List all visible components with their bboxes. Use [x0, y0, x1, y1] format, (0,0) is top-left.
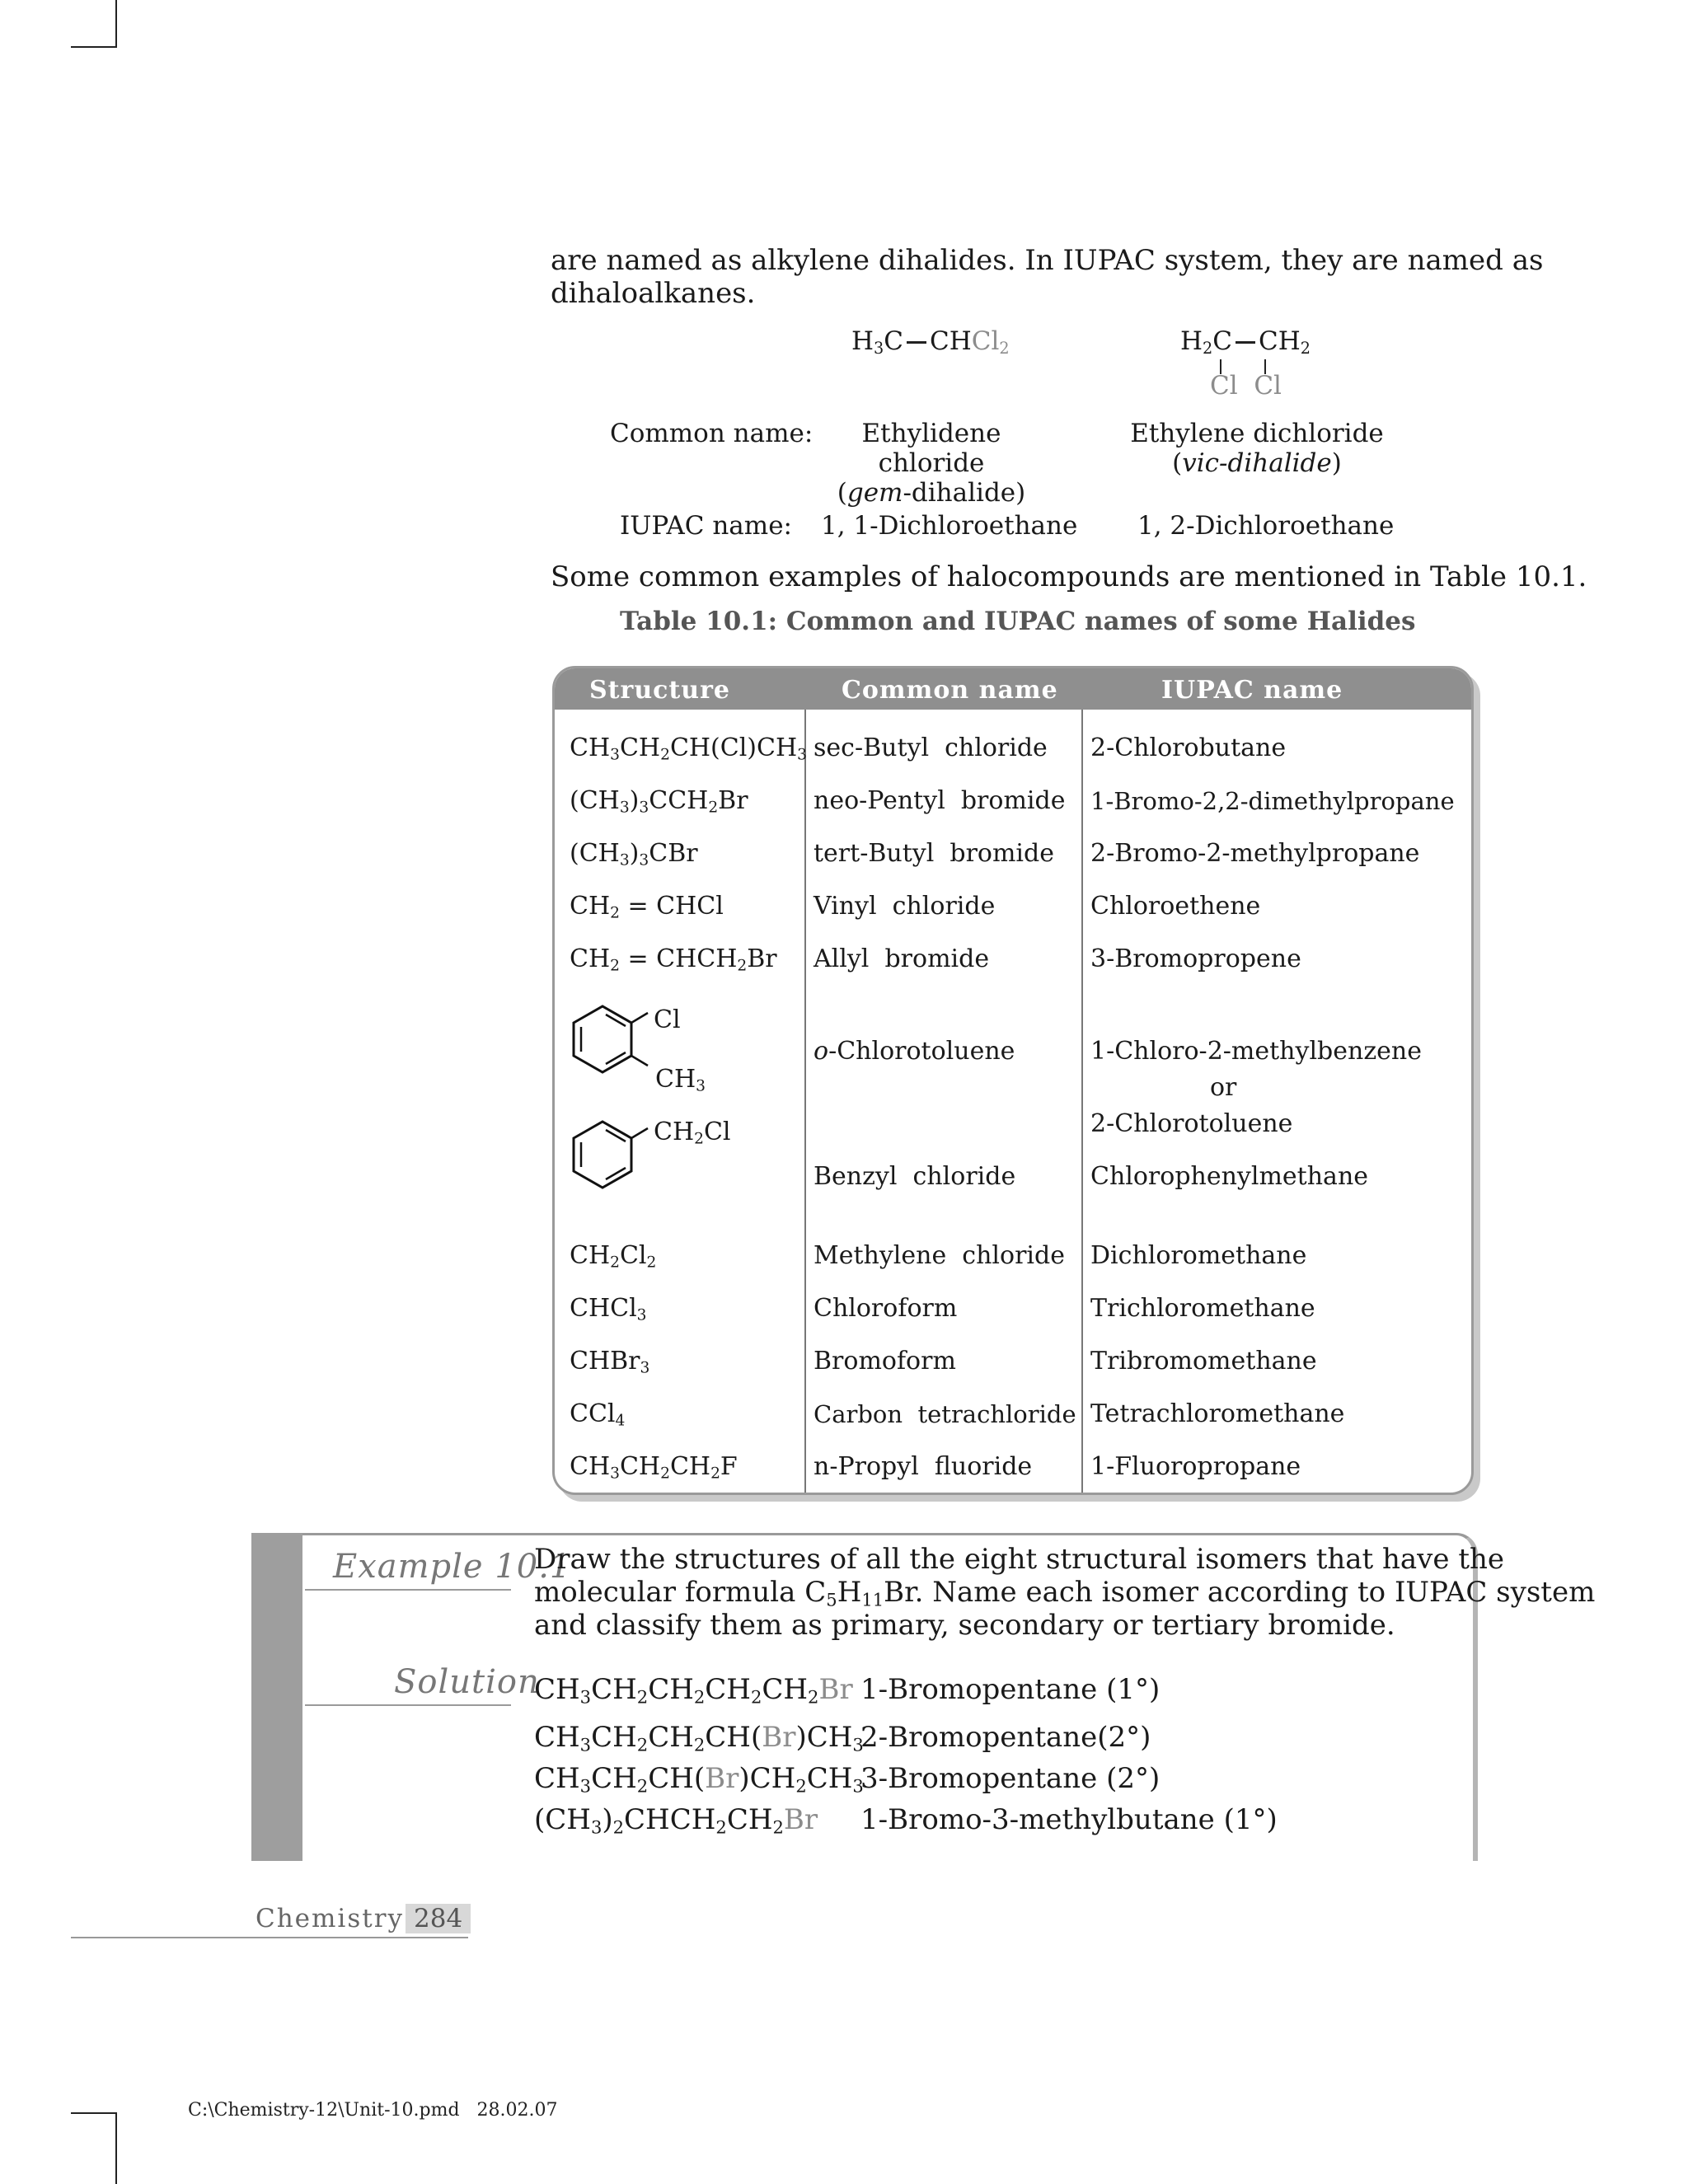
header-common-name: Common name [842, 676, 1058, 705]
common-name-cell: Chloroform [814, 1294, 958, 1323]
isomer-formula: $CH_3CH_2CH(Br)CH_2CH_3$ [534, 1762, 864, 1797]
solution-label: Solution [394, 1663, 540, 1701]
iupac-name-cell: 2-Chlorotoluene [1090, 1109, 1293, 1138]
iupac-name-cell: 1-Bromo-2,2-dimethylpropane [1090, 787, 1455, 815]
common-name-cell: Bromoform [814, 1347, 956, 1376]
common-name-cell: Allyl bromide [814, 944, 990, 973]
intro-line-1: are named as alkylene dihalides. In IUPAC system, they are named as [551, 244, 1544, 277]
question-line-1: Draw the structures of all the eight structural isomers that have the [534, 1543, 1505, 1576]
iupac-name-label: IUPAC name: [620, 511, 792, 541]
question-line-2: molecular formula $C_5H_{11}Br$. Name each isomer according to IUPAC system [534, 1576, 1596, 1610]
footer-subject: Chemistry [256, 1904, 405, 1933]
structure-cell: $CH_2Cl_2$ [570, 1241, 657, 1272]
footer-file-path: C:\Chemistry-12\Unit-10.pmd 28.02.07 [188, 2100, 558, 2121]
common-name-cell: Carbon tetrachloride [814, 1400, 1076, 1428]
header-structure: Structure [589, 676, 730, 705]
paragraph-table-ref: Some common examples of halocompounds are mentioned in Table 10.1. [551, 560, 1587, 593]
structure-cell: $CH_3CH_2CH_2F$ [570, 1452, 738, 1483]
common-name-cell: Benzyl chloride [814, 1162, 1016, 1191]
iupac-name-cell: 1-Fluoropropane [1090, 1452, 1301, 1481]
common-name-cell: n-Propyl fluoride [814, 1452, 1033, 1481]
common-name-cell: Vinyl chloride [814, 892, 996, 921]
iupac-name-cell: 2-Chlorobutane [1090, 733, 1287, 762]
chloro-label: Cl [654, 1005, 681, 1034]
isomer-name: 1-Bromo-3-methylbutane (1°) [860, 1803, 1278, 1836]
iupac-name-cell: Dichloromethane [1090, 1241, 1307, 1270]
isomer-formula: $CH_3CH_2CH_2CH(Br)CH_3$ [534, 1721, 864, 1755]
formula-ethylidene-chloride: $H_3C$ CHCl$_2$ [851, 326, 1010, 358]
crop-mark-top-vertical [115, 0, 117, 48]
isomer-formula: $CH_3CH_2CH_2CH_2CH_2Br$ [534, 1673, 853, 1708]
column-divider-1 [804, 710, 806, 1493]
iupac-name-cell: Chlorophenylmethane [1090, 1162, 1369, 1191]
intro-line-2: dihaloalkanes. [551, 277, 756, 310]
footer-page-number: 284 [406, 1904, 471, 1933]
common-name-left: Ethylidene chloride (gem-dihalide) [837, 419, 1026, 508]
iupac-name-cell: Tetrachloromethane [1090, 1399, 1345, 1428]
common-name-cell: tert-Butyl bromide [814, 839, 1054, 868]
question-line-3: and classify them as primary, secondary or tertiary bromide. [534, 1609, 1395, 1642]
iupac-name-cell: 3-Bromopropene [1090, 944, 1301, 973]
common-name-cell: sec-Butyl chloride [814, 733, 1048, 762]
crop-mark-top-horizontal [71, 46, 117, 48]
isomer-name: 2-Bromopentane(2°) [860, 1721, 1151, 1754]
iupac-name-cell: Tribromomethane [1090, 1347, 1317, 1376]
iupac-name-cell: Chloroethene [1090, 892, 1261, 921]
isomer-name: 1-Bromopentane (1°) [860, 1673, 1160, 1706]
halides-table [552, 666, 1474, 1495]
header-iupac-name: IUPAC name [1161, 676, 1343, 705]
common-name-label: Common name: [610, 419, 814, 448]
crop-mark-bottom-horizontal [71, 2112, 117, 2114]
column-divider-2 [1081, 710, 1083, 1493]
structure-cell: $(CH_3)_3CCH_2Br$ [570, 786, 748, 817]
table-header [555, 668, 1471, 710]
methyl-label: $CH_3$ [655, 1065, 706, 1095]
iupac-name-right: 1, 2-Dichloroethane [1137, 511, 1395, 541]
common-name-right: Ethylene dichloride (vic-dihalide) [1130, 419, 1384, 478]
structure-cell: CHCl$_3$ [570, 1294, 647, 1324]
example-side-bar [251, 1533, 302, 1861]
iupac-name-cell: 2-Bromo-2-methylpropane [1090, 839, 1420, 868]
isomer-name: 3-Bromopentane (2°) [860, 1762, 1160, 1795]
example-label-underline [305, 1589, 511, 1591]
iupac-name-cell: 1-Chloro-2-methylbenzene [1090, 1037, 1422, 1066]
iupac-or: or [1210, 1073, 1237, 1102]
isomer-formula: $(CH_3)_2CHCH_2CH_2Br$ [534, 1803, 818, 1838]
formula-ethylene-dichloride: $H_2C$ $CH_2$ Cl Cl [1180, 326, 1311, 401]
solution-label-underline [305, 1704, 511, 1706]
structure-cell: CHBr$_3$ [570, 1347, 650, 1377]
common-name-cell: neo-Pentyl bromide [814, 786, 1066, 815]
iupac-name-cell: Trichloromethane [1090, 1294, 1315, 1323]
crop-mark-bottom-vertical [115, 2112, 117, 2184]
chloromethyl-label: $CH_2Cl$ [654, 1118, 731, 1148]
structure-cell: $CH_2$ = $CHCH_2Br$ [570, 944, 777, 975]
table-caption: Table 10.1: Common and IUPAC names of some Halides [620, 607, 1416, 636]
common-name-cell: o-Chlorotoluene [814, 1037, 1015, 1066]
example-label: Example 10.1 [333, 1548, 572, 1586]
common-name-cell: Methylene chloride [814, 1241, 1065, 1270]
structure-cell: $(CH_3)_3CBr$ [570, 839, 698, 869]
structure-cell: CCl$_4$ [570, 1399, 626, 1430]
footer-rule [71, 1937, 468, 1938]
structure-cell: $CH_3CH_2CH(Cl)CH_3$ [570, 733, 807, 764]
iupac-name-left: 1, 1-Dichloroethane [821, 511, 1078, 541]
structure-cell: $CH_2$ = CHCl [570, 892, 724, 922]
